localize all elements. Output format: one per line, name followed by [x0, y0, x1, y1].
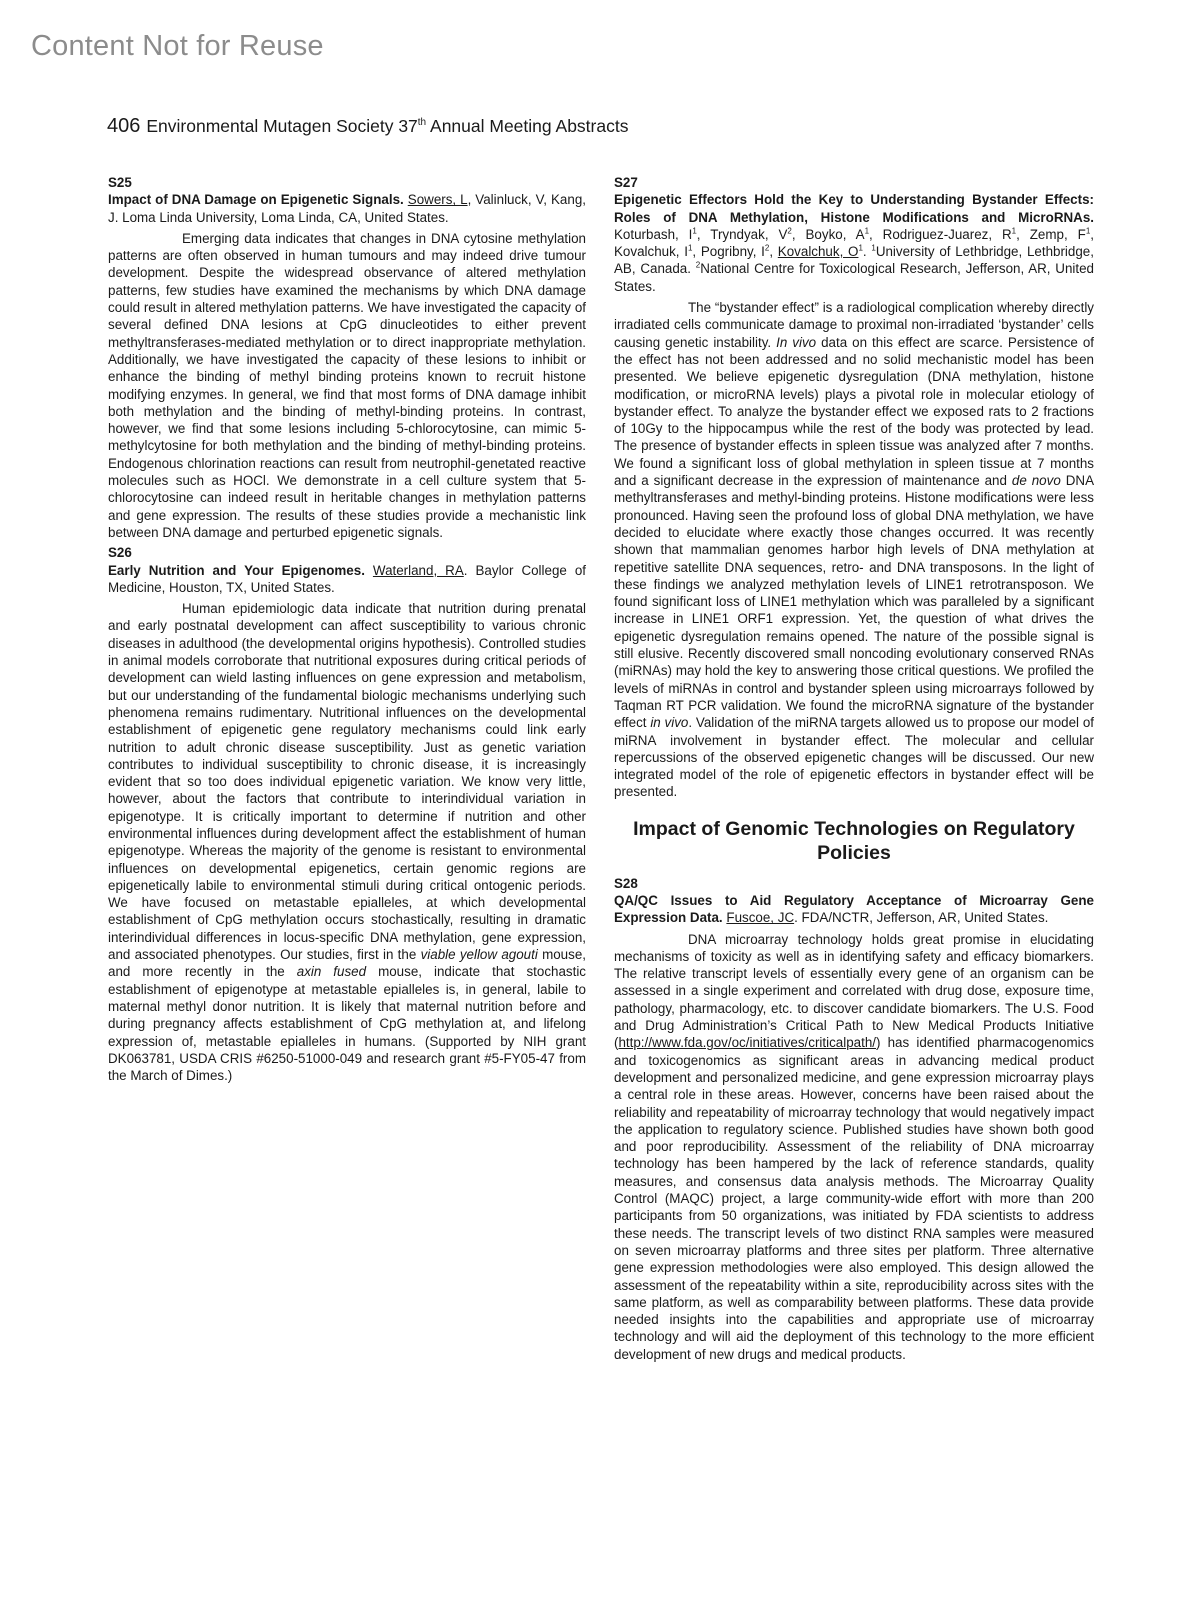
author-sup: 1	[864, 226, 870, 236]
abstract-title: Early Nutrition and Your Epigenomes.	[108, 562, 365, 578]
page-number: 406	[107, 115, 141, 137]
body-segment: ) has identified pharmacogenomics and toxicogenomics as significant areas in advancing medical product development and personalized medicine, and gene expression microarray plays a central role in these areas. However, concerns have been raised about the reliability and repeatability of microarray technology that would negatively impact the application to regulatory science. Published studies have shown both good and poor reproducibility. Assessment of the reliability of DNA microarray technology has been hampered by the lack of reference standards, quality measures, and consensus data analysis methods. The Microarray Quality Control (MAQC) project, a large community-wide effort with more than 200 participants from 50 organizations, was initiated by FDA scientists to address these needs. The transcript levels of two distinct RNA samples were measured on seven microarray platforms and three sites per platform. Three alternative gene expression methodologies were also employed. This design allowed the assessment of the repeatability within a site, reproducibility across sites with the same platform, as well as comparability between platforms. These data provide needed insights into the capabilities and appropriate use of microarray technology and will aid the deployment of this technology to the more efficient development of new drugs and medical products.	[614, 1035, 1094, 1362]
abstract-body: Emerging data indicates that changes in DNA cytosine methylation patterns are often observed in human tumours and may indeed drive tumour development. Despite the widespread observance of altered methylation patterns, few studies have examined the mechanisms by which DNA damage could result in altered methylation patterns. We have investigated the capacity of several defined DNA lesions at CpG dinucleotides to either prevent methyltransferases-mediated methylation or to direct inappropriate methylation. Additionally, we have investigated the capacity of these lesions to inhibit or enhance the binding of methyl binding proteins known to recruit histone modifying enzymes. In general, we find that most forms of DNA damage inhibit both methylation and the binding of methyl-binding proteins. In contrast, however, we find that some lesions including 5-chlorocytosine, can mimic 5-methylcytosine for both methylation and the binding of methyl-binding proteins. Endogenous chlorination reactions can result from neutrophil-genetated reactive molecules such as HOCl. We demonstrate in a cell culture system that 5-chlorocytosine can indeed result in heritable changes in methylation patterns and gene expression. The results of these studies provide a mechanistic link between DNA damage and perturbed epigenetic signals.	[108, 230, 586, 540]
italic-term: In vivo	[776, 334, 817, 350]
session-title: Impact of Genomic Technologies on Regulatory Policies	[633, 817, 1075, 864]
italic-term: in vivo	[650, 715, 689, 731]
body-segment: DNA microarray technology holds great promise in elucidating mechanisms of toxicity as well as in identifying safety and efficacy biomarkers. The relative transcript levels of essentially every gene of an organism can be assessed in a single experiment and correlated with drug dose, exposure time, pathology, pharmacology, etc. to discover candidate biomarkers. The U.S. Food and Drug Administration’s Critical Path to New Medical Products Initiative (	[614, 931, 1094, 1051]
author-list: , Boyko, A	[791, 226, 865, 242]
abstract-s26	[108, 544, 586, 1084]
authors-affiliation: , Valinluck, V, Kang, J. Loma Linda University, Loma Linda, CA, United States.	[108, 192, 586, 225]
author-list: Koturbash, I	[614, 226, 693, 242]
body-segment: DNA methyltransferases and methyl-binding proteins. Histone modifications were less pronounced. Having seen the profound loss of global DNA methylation, we have decided to elucidate where exactly those changes occurred. It was recently shown that mammalian genomes harbor high levels of DNA methylation at repetitive satellite DNA sequences, retro- and DNA transposons. In the light of these findings we analyzed methylation levels of LINE1 retrotransposon. We found significant loss of LINE1 methylation which was paralleled by a significant increase in LINE1 ORF1 expression. Yet, the question of what drives the epigenetic dysregulation remains opened. The nature of the possible signal is still elusive. Recently discovered small noncoding evolutionary conserved RNAs (miRNAs) may hold the key to answering those critical questions. We profiled the levels of miRNAs in control and bystander spleen using microarrays followed by Taqman RT PCR validation. We found the microRNA signature of the bystander effect	[614, 473, 1095, 731]
abstract-heading	[108, 191, 586, 226]
author-sup: 1	[858, 243, 863, 253]
presenter-name: Sowers, L	[407, 192, 468, 208]
author-list: , Zemp, F	[1016, 226, 1086, 242]
author-list: , Rodriguez-Juarez, R	[869, 226, 1012, 242]
abstract-heading	[614, 191, 1094, 295]
body-segment: mouse, and more recently in the	[108, 947, 586, 980]
abstract-heading	[108, 562, 586, 597]
body-segment: Human epidemiologic data indicate that nutrition during prenatal and early postnatal development can affect susceptibility to various chronic diseases in adulthood (the developmental origins hypothesis). Controlled studies in animal models corroborate that nutritional exposures during critical periods of development can wield lasting influences on gene expression and metabolism, but our understanding of the fundamental biologic mechanisms underlying such phenomena remains rudimentary. Nutritional influences on the developmental establishment of epigenetic gene regulatory mechanisms could link early nutrition to adult chronic disease susceptibility. Just as genetic variation contributes to individual susceptibility to chronic disease, it is increasingly evident that so too does individual epigenetic variation. We know very little, however, about the factors that contribute to interindividual variation in epigenotype. It is critically important to determine if nutrition and other environmental influences during development affect the establishment of human epigenotype. Whereas the majority of the genome is resistant to environmental influences on developmental epigenetics, certain genomic regions are epigenetically labile to environmental stimuli during critical ontogenic periods. We have focused on metastable epialleles, at which developmental establishment of CpG methylation occurs stochastically, resulting in dramatic interindividual differences in locus-specific DNA methylation, gene expression, and associated phenotypes. Our studies, first in the	[108, 601, 586, 963]
author-list: , Tryndyak, V	[696, 226, 788, 242]
presenter-name: Fuscoe, JC	[726, 910, 795, 926]
body-segment: mouse, indicate that stochastic establishment of epigenotype at metastable epialleles is, in general, labile to maternal methyl donor nutrition. It is likely that maternal nutrition before and during pregnancy affects establishment of CpG methylation at, and lifelong expression of, metastable epialleles in humans. (Supported by NIH grant DK063781, USDA CRIS #6250-51000-049 and research grant #5-FY05-47 from the March of Dimes.)	[108, 964, 586, 1084]
affiliation-sup: 2	[695, 261, 701, 271]
abstract-body	[614, 299, 1094, 801]
authors-affiliation: . FDA/NCTR, Jefferson, AR, United States.	[794, 910, 1049, 926]
running-head	[107, 115, 628, 138]
abstract-title: Epigenetic Effectors Hold the Key to Understanding Bystander Effects: Roles of DNA Methylation, Histone Modifications and MicroRNAs.	[614, 192, 1094, 225]
abstract-id: S26	[108, 545, 132, 561]
abstract-title: Impact of DNA Damage on Epigenetic Signals.	[108, 192, 404, 208]
ordinal-suffix: th	[417, 117, 427, 129]
author-sup: 1	[687, 243, 693, 253]
author-list: , Kovalchuk, I	[614, 226, 1094, 260]
abstract-id: S25	[108, 175, 132, 190]
affiliation-sup: 1	[871, 243, 876, 253]
author-sup: 2	[764, 243, 770, 253]
abstract-body	[614, 931, 1094, 1363]
journal-title-rest: Annual Meeting Abstracts	[426, 116, 629, 136]
right-column	[614, 174, 1094, 1366]
author-sup: 1	[1011, 226, 1017, 236]
abstract-title: QA/QC Issues to Aid Regulatory Acceptance of Microarray Gene Expression Data.	[614, 892, 1094, 926]
abstract-id: S27	[614, 175, 638, 190]
abstract-id: S28	[614, 875, 638, 891]
italic-term: axin fused	[296, 964, 367, 980]
body-segment: . Validation of the miRNA targets allowed us to propose our model of miRNA involvement in bystander effect. The molecular and cellular repercussions of the observed epigenetic changes will be discussed. Our new integrated model of the role of epigenetic effectors in bystander effect will be presented.	[614, 715, 1094, 800]
author-list: ,	[769, 244, 778, 260]
author-sup: 2	[787, 226, 792, 236]
journal-title: Environmental Mutagen Society 37	[146, 116, 418, 136]
presenter-name: Waterland, RA	[372, 562, 464, 578]
authors-affiliation: . Baylor College of Medicine, Houston, TX, United States.	[108, 562, 587, 595]
watermark: Content Not for Reuse	[31, 30, 324, 62]
affiliation: National Centre for Toxicological Research, Jefferson, AR, United States.	[614, 261, 1094, 294]
abstract-s25	[108, 174, 586, 541]
author-list: .	[862, 244, 872, 260]
initiative-link[interactable]: http://www.fda.gov/oc/initiatives/criticalpath/	[618, 1035, 876, 1051]
presenter-name: Kovalchuk, O	[777, 244, 859, 260]
author-list: , Pogribny, I	[692, 244, 765, 260]
body-segment: The “bystander effect” is a radiological complication whereby directly irradiated cells communicate damage to proximal non-irradiated ‘bystander’ cells causing genetic instability.	[614, 300, 1094, 350]
abstract-s28	[614, 875, 1094, 1363]
abstract-s27	[614, 174, 1094, 801]
affiliation: University of Lethbridge, Lethbridge, AB, Canada.	[614, 244, 1094, 277]
body-segment: data on this effect are scarce. Persistence of the effect has not been addressed and no solid mechanistic model has been presented. We believe epigenetic dysregulation (DNA methylation, histone modification, or microRNA levels) plays a pivotal role in molecular etiology of bystander effect. To analyze the bystander effect we exposed rats to 2 fractions of 10Gy to the hippocampus while the rest of the body was protected by lead. The presence of bystander effects in spleen tissue was analyzed after 7 months. We found a significant loss of global methylation in spleen tissue at 7 months and a significant decrease in the expression of maintenance and	[614, 334, 1095, 489]
author-sup: 1	[1085, 226, 1091, 236]
abstract-heading	[614, 892, 1094, 927]
italic-term: de novo	[1011, 473, 1061, 489]
italic-term: viable yellow agouti	[420, 947, 538, 963]
author-sup: 1	[692, 226, 697, 236]
left-column	[108, 174, 586, 1087]
abstract-body	[108, 600, 586, 1084]
